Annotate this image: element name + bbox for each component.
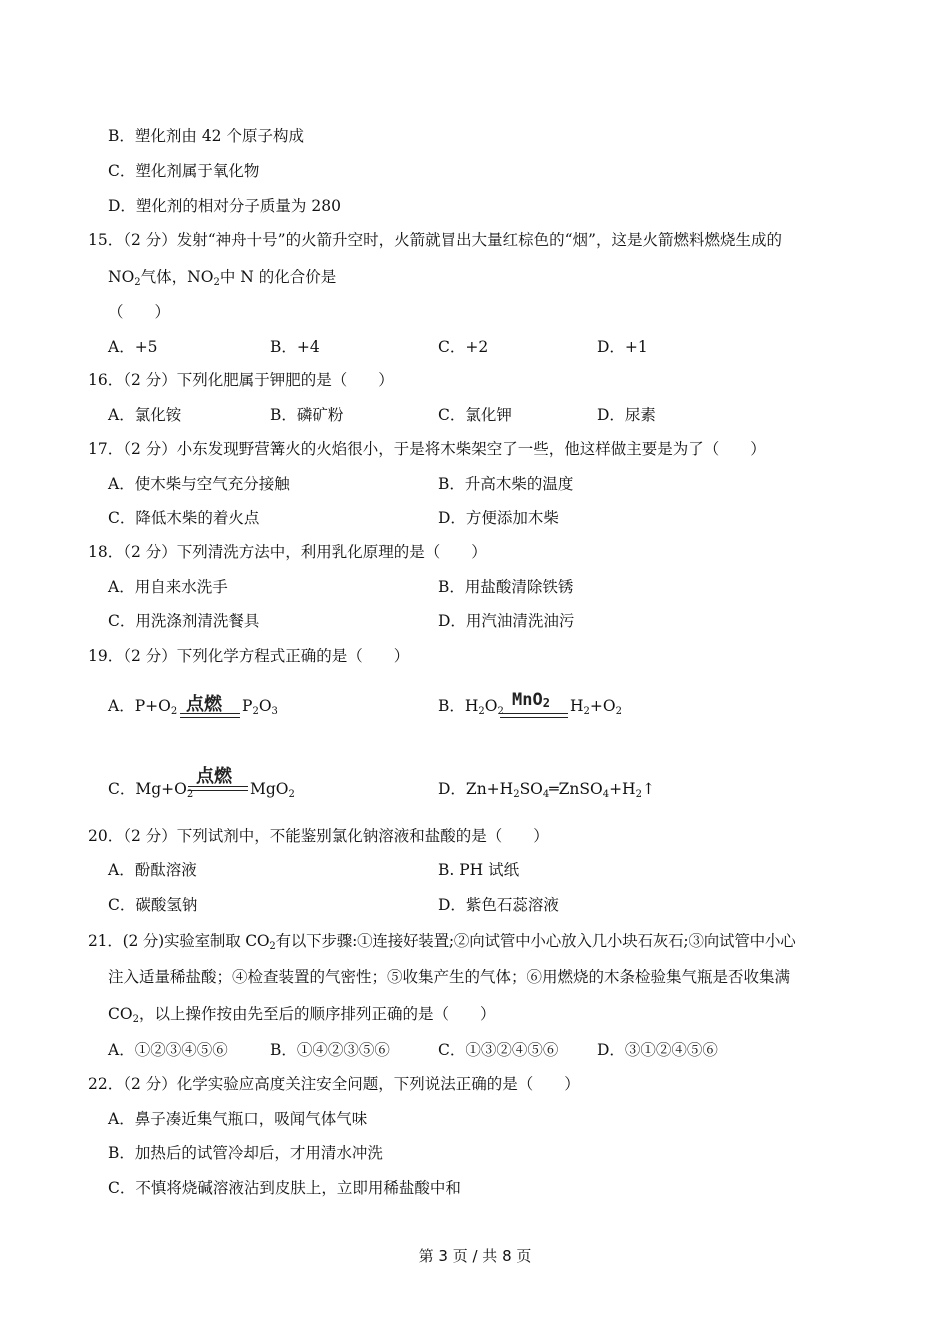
page-footer: 第 3 页 / 共 8 页 <box>418 1247 532 1265</box>
q19-option-a-condition: 点燃 <box>186 694 222 715</box>
q17-option-d: D．方便添加木柴 <box>438 509 559 527</box>
q17-option-c: C．降低木柴的着火点 <box>108 509 260 527</box>
q19-option-a-arrow-line2 <box>180 717 240 718</box>
q20-option-a: A．酚酞溶液 <box>108 861 197 879</box>
q14-option-b: B．塑化剂由 42 个原子构成 <box>108 127 304 145</box>
q14-option-d: D．塑化剂的相对分子质量为 280 <box>108 197 341 215</box>
q21-option-d: D．③①②④⑤⑥ <box>597 1041 718 1059</box>
q19-option-c-reactants: C．$Mg+O_2$ <box>108 780 194 800</box>
q19-option-d: D．$Zn+H_2SO_4═ZnSO_4+H_2↑$ <box>438 780 655 800</box>
q20-option-d: D．紫色石蕊溶液 <box>438 896 559 914</box>
q19-option-a-arrow-line1 <box>180 713 240 714</box>
q15-option-c: C．+2 <box>438 338 489 356</box>
q16-option-a: A．氯化铵 <box>108 406 182 424</box>
q19-option-b-condition: MnO$_2$ <box>512 690 550 710</box>
q18-option-d: D．用汽油清洗油污 <box>438 612 575 630</box>
q21-option-a: A．①②③④⑤⑥ <box>108 1041 228 1059</box>
q22-option-a: A．鼻子凑近集气瓶口，吸闻气体气味 <box>108 1110 368 1128</box>
q19-option-c-condition: 点燃 <box>196 766 232 787</box>
q17-stem: 17．（2 分）小东发现野营篝火的火焰很小，于是将木柴架空了一些，他这样做主要是为了（ ） <box>88 440 766 458</box>
q15-option-d: D．+1 <box>597 338 648 356</box>
q17-option-a: A．使木柴与空气充分接触 <box>108 475 290 493</box>
q18-option-a: A．用自来水洗手 <box>108 578 228 596</box>
q22-option-c: C．不慎将烧碱溶液沾到皮肤上，立即用稀盐酸中和 <box>108 1179 461 1197</box>
q16-option-d: D．尿素 <box>597 406 656 424</box>
q19-option-c-arrow-line1 <box>188 786 248 787</box>
q15-stem-line2: $NO_2$气体，$NO_2$中 N 的化合价是 <box>108 268 337 288</box>
q16-option-b: B．磷矿粉 <box>270 406 344 424</box>
q17-option-b: B．升高木柴的温度 <box>438 475 574 493</box>
q21-stem-line2: 注入适量稀盐酸；④检查装置的气密性；⑤收集产生的气体；⑥用燃烧的木条检验集气瓶是否收集满 <box>108 968 791 986</box>
q15-stem-line1: 15．（2 分）发射“神舟十号”的火箭升空时，火箭就冒出大量红棕色的“烟”，这是火箭燃料燃烧生成的 <box>88 231 782 249</box>
q21-option-c: C．①③②④⑤⑥ <box>438 1041 559 1059</box>
q15-option-b: B．+4 <box>270 338 320 356</box>
q18-option-b: B．用盐酸清除铁锈 <box>438 578 574 596</box>
q19-option-b-arrow-line2 <box>500 717 568 718</box>
q22-option-b: B．加热后的试管冷却后，才用清水冲洗 <box>108 1144 383 1162</box>
q21-stem-line3: $CO_2$，以上操作按由先至后的顺序排列正确的是（ ） <box>108 1005 496 1025</box>
q18-option-c: C．用洗涤剂清洗餐具 <box>108 612 260 630</box>
q21-stem-line1: 21．(2 分)实验室制取 $CO_2$有以下步骤:①连接好装置;②向试管中小心放入几小块石灰石;③向试管中小心 <box>88 932 796 952</box>
q22-stem: 22．（2 分）化学实验应高度关注安全问题，下列说法正确的是（ ） <box>88 1075 580 1093</box>
q18-stem: 18．（2 分）下列清洗方法中，利用乳化原理的是（ ） <box>88 543 487 561</box>
q19-stem: 19．（2 分）下列化学方程式正确的是（ ） <box>88 647 410 665</box>
q16-stem: 16．（2 分）下列化肥属于钾肥的是（ ） <box>88 371 394 389</box>
q19-option-a-product: $P_2O_3$ <box>242 697 278 717</box>
q20-stem: 20．（2 分）下列试剂中，不能鉴别氯化钠溶液和盐酸的是（ ） <box>88 827 549 845</box>
q19-option-b-arrow-line1 <box>500 713 568 714</box>
q15-answer-blank: （ ） <box>108 303 171 321</box>
q19-option-b-product: $H_2+O_2$ <box>570 697 622 717</box>
q19-option-c-arrow-line2 <box>188 790 248 791</box>
q16-option-c: C．氯化钾 <box>438 406 512 424</box>
q19-option-c-product: MgO$_2$ <box>250 780 295 800</box>
q14-option-c: C．塑化剂属于氧化物 <box>108 162 260 180</box>
q15-option-a: A．+5 <box>108 338 158 356</box>
q21-option-b: B．①④②③⑤⑥ <box>270 1041 390 1059</box>
q20-option-b: B. PH 试纸 <box>438 861 520 879</box>
q20-option-c: C．碳酸氢钠 <box>108 896 198 914</box>
q19-option-b-reactants: B．$H_2O_2$ <box>438 697 504 717</box>
q19-option-a-reactants: A．$P+O_2$ <box>108 697 178 717</box>
